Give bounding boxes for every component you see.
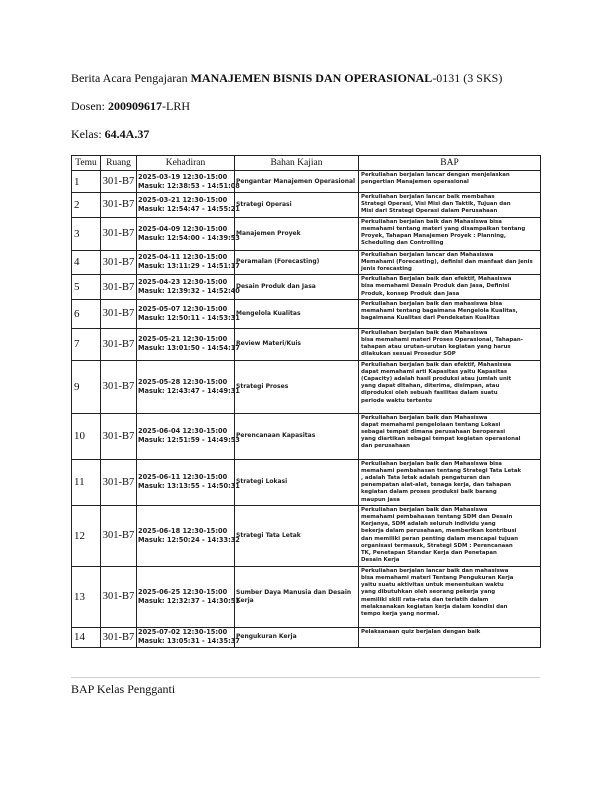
attendance-text: Masuk: 13:01:50 - 14:54:17 — [138, 344, 240, 353]
table-row — [72, 505, 541, 566]
bap-text-line: (Capacity) adalah hasil produksi atau jumlah unit — [361, 376, 512, 383]
bap-text-line: bisa memahami Desain Produk dan Jasa, Definisi — [361, 283, 510, 290]
schedule-text: 2025-06-04 12:30-15:00 — [138, 427, 228, 436]
ruang-cell: 301-B7 — [101, 413, 137, 459]
bap-text-line: Scheduling dan Controlling — [361, 240, 444, 247]
bap-text-line: dapat memahami arti Kapasitas yaitu Kapasitas — [361, 368, 508, 375]
bahan-kajian-cell: Sumber Daya Manusia dan Desain Kerja — [235, 566, 359, 627]
table-body — [72, 171, 541, 648]
schedule-text: 2025-05-28 12:30-15:00 — [138, 377, 228, 386]
bap-text-line: diproduksi oleh sebuah fasilitas dalam suatu — [361, 390, 498, 397]
column-header-ruang: Ruang — [101, 156, 137, 171]
bap-cell — [359, 217, 541, 250]
bahan-kajian-cell: Pengukuran Kerja — [235, 627, 359, 647]
kehadiran-cell — [137, 217, 240, 250]
bap-text-line: bisa memahami materi Proses Operasional, Tahapan- — [361, 337, 523, 344]
bap-text-line: Perkuliahan berjalan baik dan efektif, Mahasiswa — [361, 361, 512, 368]
bap-cell — [359, 505, 541, 566]
attendance-text: Masuk: 12:50:11 - 14:53:31 — [138, 313, 240, 322]
bap-text-line: Perkuliahan berjalan lancar baik membahas — [361, 194, 495, 200]
table-row — [72, 328, 541, 360]
section-divider — [71, 677, 540, 678]
temu-cell: 14 — [72, 627, 101, 647]
kehadiran-cell — [137, 250, 240, 275]
attendance-text: Masuk: 12:54:00 - 14:39:53 — [138, 233, 240, 242]
bap-text-line: kegiatan dalam proses produksi baik barang — [361, 489, 497, 496]
bap-text-line: Perkuliahan berjalan baik dan Mahasiswa — [361, 329, 488, 336]
bap-text-line: Desain Kerja — [361, 557, 400, 564]
bahan-kajian-cell: Review Materi/Kuis — [235, 328, 359, 360]
dosen-line — [71, 99, 190, 114]
bap-text-line: pengertian Manajemen operasional — [361, 179, 469, 186]
bap-text-line: Proyek, Tahapan Manajemen Proyek : Planning, — [361, 233, 506, 240]
bap-text-line: memahami pembahasan tentang SDM dan Desain — [361, 514, 513, 521]
bap-text-line: yang dapat ditahan, diterima, disimpan, atau — [361, 383, 500, 390]
document-title — [71, 71, 502, 86]
bap-text-line: tahapan atau urutan-urutan kegiatan yang harus — [361, 344, 511, 351]
bap-text-line: Perkuliahan berjalan baik dan Mahasiswa bisa — [361, 460, 502, 467]
column-header-kehadiran: Kehadiran — [137, 156, 235, 171]
kelas-value: 64.4A.37 — [104, 127, 150, 141]
bap-text-line: Perkuliahan Berjalan baik dan efektif, Mahasiswa — [361, 276, 512, 283]
kehadiran-cell — [137, 459, 240, 505]
schedule-text: 2025-04-11 12:30-15:00 — [138, 253, 228, 262]
column-header-bap: BAP — [359, 156, 541, 171]
bap-text-line: maupun jasa — [361, 496, 400, 503]
column-header-bahan-kajian: Bahan Kajian — [235, 156, 359, 171]
ruang-cell: 301-B7 — [101, 328, 137, 360]
column-header-temu: Temu — [72, 156, 101, 171]
ruang-cell: 301-B7 — [101, 299, 137, 328]
kehadiran-cell — [137, 566, 240, 627]
kelas-line — [71, 127, 149, 142]
bahan-kajian-cell: Pengantar Manajemen Operasional — [235, 171, 359, 193]
bap-text-line: Perkuliahan berjalan lancar baik dan mahasiswa — [361, 567, 509, 574]
schedule-text: 2025-03-21 12:30-15:00 — [138, 195, 228, 204]
bap-text-line: yang dibutuhkan oleh seorang pekerja yang — [361, 589, 496, 596]
bap-cell — [359, 193, 541, 218]
bap-text-line: jenis forecasting — [361, 266, 412, 273]
bahan-kajian-cell: Strategi Operasi — [235, 193, 359, 218]
temu-cell: 10 — [72, 413, 101, 459]
schedule-text: 2025-03-19 12:30-15:00 — [138, 172, 228, 181]
title-prefix: Berita Acara Pengajaran — [71, 71, 191, 85]
bap-cell — [359, 171, 541, 193]
dosen-label: Dosen: — [71, 99, 108, 113]
bahan-kajian-cell: Mengelola Kualitas — [235, 299, 359, 328]
bap-cell — [359, 413, 541, 459]
temu-cell: 1 — [72, 171, 101, 193]
bap-cell — [359, 360, 541, 413]
bap-text-line: tempo kerja yang normal. — [361, 611, 440, 618]
temu-cell: 6 — [72, 299, 101, 328]
ruang-cell: 301-B7 — [101, 360, 137, 413]
bap-text-line: memahami tentang materi yang disampaikan tentang — [361, 225, 526, 232]
schedule-text: 2025-05-07 12:30-15:00 — [138, 304, 228, 313]
bap-text-line: , adalah Tata letak adalah pengaturan dan — [361, 475, 491, 482]
table-row — [72, 250, 541, 275]
bap-text-line: dan memiliki peran penting dalam mencapai tujuan — [361, 535, 519, 542]
bap-text-line: melaksanakan kegiatan kerja dalam kondisi dan — [361, 603, 508, 610]
bahan-kajian-cell: Strategi Proses — [235, 360, 359, 413]
kehadiran-cell — [137, 505, 240, 566]
kehadiran-cell — [137, 299, 240, 328]
bahan-kajian-cell: Manajemen Proyek — [235, 217, 359, 250]
bap-text-line: memahami tentang bagaimana Mengelola Kualitas, — [361, 308, 518, 315]
bap-text-line: bisa memahami materi Tentang Pengukuran Kerja — [361, 575, 514, 582]
bap-text-line: organisasi termasuk, Strategi SDM : Perencanaan — [361, 542, 513, 549]
bap-text-line: yang diartikan sebagai tempat kegiatan operasional — [361, 436, 521, 443]
table-row — [72, 217, 541, 250]
bahan-kajian-cell: Peramalan (Forecasting) — [235, 250, 359, 275]
ruang-cell: 301-B7 — [101, 250, 137, 275]
attendance-text: Masuk: 13:05:31 - 14:35:37 — [138, 637, 240, 646]
temu-cell: 3 — [72, 217, 101, 250]
bap-cell — [359, 459, 541, 505]
schedule-text: 2025-07-02 12:30-15:00 — [138, 628, 228, 637]
temu-cell: 5 — [72, 275, 101, 300]
ruang-cell: 301-B7 — [101, 627, 137, 647]
kehadiran-cell — [137, 171, 240, 193]
kehadiran-cell — [137, 413, 240, 459]
bap-text-line: dan perusahaan — [361, 443, 411, 450]
table-row — [72, 171, 541, 193]
bap-cell — [359, 275, 541, 300]
course-name: MANAJEMEN BISNIS DAN OPERASIONAL — [190, 71, 433, 85]
temu-cell: 12 — [72, 505, 101, 566]
bap-cell — [359, 250, 541, 275]
kehadiran-cell — [137, 193, 240, 218]
bap-text-line: Perkuliahan berjalan baik dan Mahasiswa — [361, 414, 488, 421]
kehadiran-cell — [137, 360, 240, 413]
temu-cell: 9 — [72, 360, 101, 413]
bap-text-line: Perkuliahan berjalan lancar dan Mahasiswa — [361, 251, 494, 258]
table-row — [72, 627, 541, 647]
table-row — [72, 459, 541, 505]
ruang-cell: 301-B7 — [101, 505, 137, 566]
bahan-kajian-cell: Strategi Tata Letak — [235, 505, 359, 566]
ruang-cell: 301-B7 — [101, 217, 137, 250]
bap-text-line: bagaimana Kualitas dari Pendekatan Kualitas — [361, 315, 500, 322]
kehadiran-cell — [137, 627, 240, 647]
ruang-cell: 301-B7 — [101, 459, 137, 505]
attendance-text: Masuk: 12:38:53 - 14:51:08 — [138, 181, 240, 190]
schedule-text: 2025-06-11 12:30-15:00 — [138, 473, 228, 482]
bap-text-line: periode waktu tertentu — [361, 397, 432, 404]
temu-cell: 13 — [72, 566, 101, 627]
ruang-cell: 301-B7 — [101, 566, 137, 627]
schedule-text: 2025-05-21 12:30-15:00 — [138, 335, 228, 344]
kehadiran-cell — [137, 328, 240, 360]
bap-text-line: Perkuliahan berjalan lancar dengan menjelaskan — [361, 172, 510, 178]
table-row — [72, 360, 541, 413]
attendance-text: Masuk: 12:51:59 - 14:49:53 — [138, 436, 240, 445]
bahan-kajian-cell: Desain Produk dan Jasa — [235, 275, 359, 300]
temu-cell: 4 — [72, 250, 101, 275]
bap-text-line: Strategi Operasi, Visi Misi dan Taktik, Tujuan dan — [361, 201, 511, 208]
ruang-cell: 301-B7 — [101, 275, 137, 300]
temu-cell: 11 — [72, 459, 101, 505]
ruang-cell: 301-B7 — [101, 171, 137, 193]
bap-cell — [359, 627, 541, 647]
bap-text-line: sebagai tempat dimana perusahaan beroperasi — [361, 429, 506, 436]
bap-text-line: Produk, konsep Produk dan Jasa — [361, 290, 460, 297]
bap-text-line: Perkuliahan berjalan baik dan Mahasiswa — [361, 506, 488, 513]
bap-cell — [359, 328, 541, 360]
bap-kelas-pengganti-heading: BAP Kelas Pengganti — [71, 682, 176, 696]
bap-cell — [359, 299, 541, 328]
schedule-text: 2025-04-23 12:30-15:00 — [138, 278, 228, 287]
bap-text-line: TK, Penetapan Standar Kerja dan Penetapan — [361, 550, 497, 557]
dosen-id: 200909617 — [108, 99, 162, 113]
attendance-text: Masuk: 12:32:37 - 14:30:51 — [138, 596, 240, 605]
schedule-text: 2025-06-25 12:30-15:00 — [138, 587, 228, 596]
table-row — [72, 193, 541, 218]
attendance-text: Masuk: 13:13:55 - 14:50:31 — [138, 482, 240, 491]
table-header-row — [72, 156, 541, 171]
bap-text-line: memahami pembahasan tentang Strategi Tata Letak — [361, 467, 522, 474]
bap-text-line: penempatan alat-alat, tenaga kerja, dan tahapan — [361, 482, 512, 489]
bap-text-line: memiliki skill rata-rata dan terlatih dalam — [361, 596, 489, 603]
bap-text-line: Perkuliahan berjalan baik dan mahasiswa bisa — [361, 300, 503, 307]
bap-table — [71, 155, 541, 648]
bahan-kajian-cell: Strategi Lokasi — [235, 459, 359, 505]
ruang-cell: 301-B7 — [101, 193, 137, 218]
bap-cell — [359, 566, 541, 627]
bap-text-line: Memahami (Forecasting), definisi dan manfaat dan jenis — [361, 258, 533, 265]
bahan-kajian-cell: Perencanaan Kapasitas — [235, 413, 359, 459]
bap-text-line: dilakukan sesuai Prosedur SOP — [361, 351, 456, 358]
attendance-text: Masuk: 12:39:32 - 14:52:40 — [138, 287, 240, 296]
attendance-text: Masuk: 12:43:47 - 14:49:31 — [138, 386, 240, 395]
kehadiran-cell — [137, 275, 240, 300]
attendance-text: Masuk: 13:11:29 - 14:51:17 — [138, 262, 240, 271]
kelas-label: Kelas: — [71, 127, 105, 141]
table-row — [72, 275, 541, 300]
dosen-suffix: -LRH — [162, 99, 190, 113]
attendance-text: Masuk: 12:50:24 - 14:33:32 — [138, 535, 240, 544]
bap-text-line: yaitu suatu aktivitas untuk menentukan waktu — [361, 582, 504, 589]
title-suffix: -0131 (3 SKS) — [432, 71, 503, 85]
bap-text-line: Pelaksanaan quiz berjalan dengan baik — [361, 628, 481, 635]
table-row — [72, 566, 541, 627]
table-row — [72, 413, 541, 459]
bap-text-line: dapat memahami pengelolaan tentang Lokasi — [361, 421, 501, 428]
bap-text-line: Kerjanya, SDM adalah seluruh individu yang — [361, 521, 496, 528]
schedule-text: 2025-04-09 12:30-15:00 — [138, 224, 228, 233]
attendance-text: Masuk: 12:54:47 - 14:55:21 — [138, 204, 240, 213]
bap-text-line: bekerja dalam perusahaan, memberikan kontribusi — [361, 528, 517, 535]
schedule-text: 2025-06-18 12:30-15:00 — [138, 526, 228, 535]
table-row — [72, 299, 541, 328]
temu-cell: 7 — [72, 328, 101, 360]
bap-text-line: Perkuliahan berjalan baik dan Mahasiswa bisa — [361, 218, 502, 225]
bap-text-line: Misi dari Strategi Operasi dalam Perusahaan — [361, 208, 498, 215]
temu-cell: 2 — [72, 193, 101, 218]
